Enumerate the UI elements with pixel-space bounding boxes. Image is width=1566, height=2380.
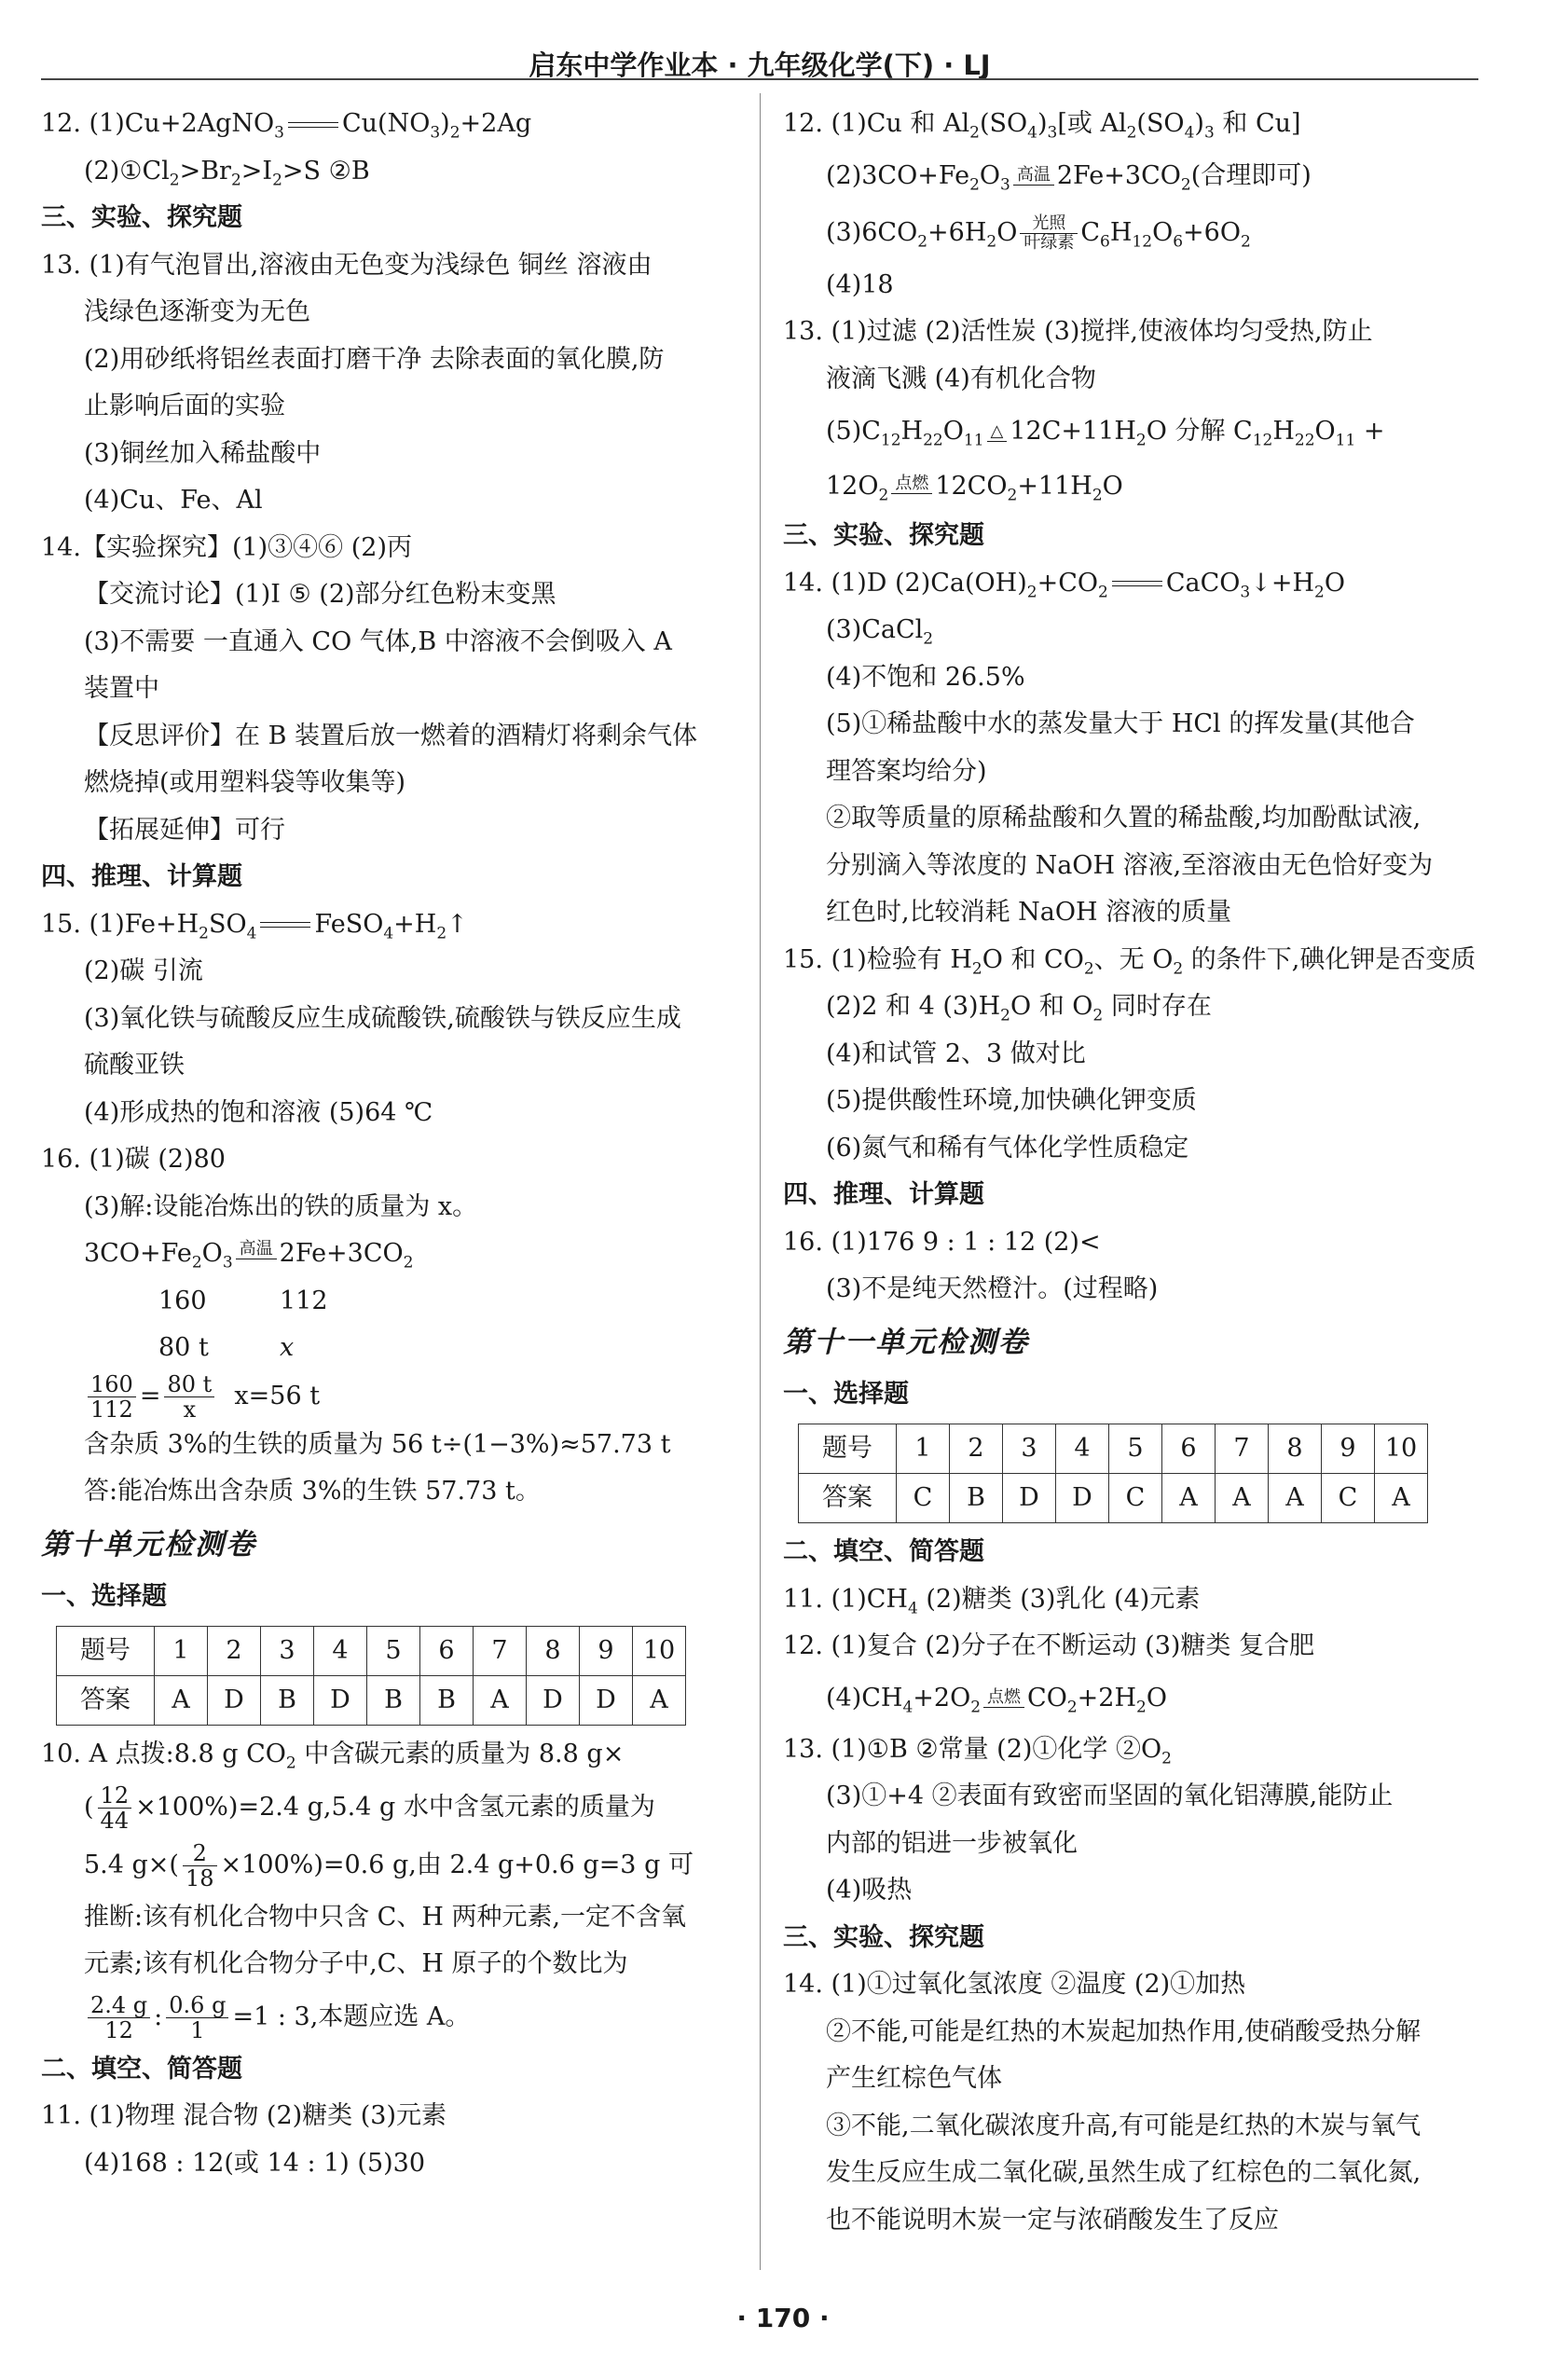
answer-16-line: 答:能冶炼出含杂质 3%的生铁 57.73 t。 [84,1477,541,1506]
table-cell: 3 [261,1627,314,1676]
answer-16-line: 含杂质 3%的生铁的质量为 56 t÷(1−3%)≈57.73 t [84,1429,671,1459]
answer-15-line: 硫酸亚铁 [84,1051,185,1080]
answer-table [798,1424,1428,1523]
answer-14-line: (4)不饱和 26.5% [826,662,1025,692]
answer-15-line: (4)和试管 2、3 做对比 [826,1039,1086,1068]
equation-line: $3CO+Fe_2O_3$ 高温 $2Fe+3CO_2$ [41,1231,749,1278]
unit-title: 第十单元检测卷 [41,1527,256,1561]
table-cell: 4 [1056,1424,1109,1474]
answer-14-line: (3)不需要 一直通入 CO 气体,B 中溶液不会倒吸入 A [84,626,672,656]
table-cell: 6 [420,1627,474,1676]
equation-line: $(4)CH_4+2O_2$ 点燃 $CO_2+2H_2O$ [783,1671,1484,1727]
answer-13-line: 浅绿色逐渐变为无色 [84,297,310,326]
answer-12-line: (4)18 [826,269,894,299]
table-row [799,1424,1428,1474]
answer-14-line: (3)CaCl$_2$ [826,615,934,649]
answer-13-line: 内部的铝进一步被氧化 [826,1828,1078,1858]
answer-14-line: 也不能说明木炭一定与浓硝酸发生了反应 [826,2205,1279,2235]
table-row [57,1627,686,1676]
table-cell: A [633,1676,686,1726]
answer-12-line-2: $(2)①Cl_2>Br_2>I_2>S$ ②B [84,156,370,189]
section-heading: 三、实验、探究题 [783,1922,984,1952]
page-header: 启东中学作业本 · 九年级化学(下) · LJ [529,49,991,81]
left-column [41,101,749,2187]
answer-14-line: 14.【实验探究】(1)③④⑥ (2)丙 [41,532,413,562]
table-cell: B [950,1474,1003,1523]
section-heading: 一、选择题 [41,1581,167,1611]
table-cell: B [420,1676,474,1726]
section-heading: 二、填空、简答题 [41,2054,242,2084]
answer-10-line: ( $\frac{12}{44}$ ×100%)=2.4 g,5.4 g 水中含氢元素的质量为 [84,1782,655,1834]
answer-15-line: 15. $(1)Fe+H_2SO_4$ $FeSO_4+H_2↑$ [41,909,468,942]
answer-14-line: 发生反应生成二氧化碳,虽然生成了红棕色的二氧化氮, [826,2158,1422,2187]
table-cell: D [1056,1474,1109,1523]
reaction-condition: 高温 [1013,166,1054,204]
equation-line: $(3)6CO_2+6H_2O$ 光照 叶绿素 $C_6H_{12}O_6+6O_2$ [826,213,1251,253]
answer-11-line: (4)168 : 12(或 14 : 1) (5)30 [84,2148,426,2178]
table-cell: 1 [155,1627,208,1676]
answer-16-line: (3)解:设能冶炼出的铁的质量为 x。 [84,1191,478,1221]
answer-10-line: 5.4 g×( $\frac{2}{18}$ ×100%)=0.6 g,由 2.4 g+0.6 g=3 g 可 [84,1839,694,1892]
table-cell: 7 [1216,1424,1269,1474]
table-cell: 2 [950,1424,1003,1474]
table-cell: 1 [897,1424,950,1474]
answer-16-line: (3)不是纯天然橙汁。(过程略) [826,1274,1159,1303]
answer-10-line: 10. A 点拨:8.8 g $CO_2$ 中含碳元素的质量为 8.8 g× [41,1740,625,1773]
equation-line: $12O_2$ 点燃 $12CO_2+11H_2O$ [783,461,1484,513]
answer-14-line: 【反思评价】在 B 装置后放一燃着的酒精灯将剩余气体 [84,721,698,750]
answer-13-line: (3)铜丝加入稀盐酸中 [84,438,322,468]
answer-14-line: ②取等质量的原稀盐酸和久置的稀盐酸,均加酚酞试液, [826,804,1422,832]
reaction-condition: 高温 [236,1240,277,1278]
equation-line: $(2)3CO+Fe_2O_3$ 高温 $2Fe+3CO_2$(合理即可) [783,148,1484,204]
table-cell: D [314,1676,367,1726]
section-heading: 一、选择题 [783,1379,909,1409]
table-cell: A [1269,1474,1322,1523]
reaction-condition: 光照 叶绿素 [1020,214,1078,253]
answer-13-line: (4)Cu、Fe、Al [84,486,263,515]
table-header: 题号 [57,1627,155,1676]
answer-10-line: 元素;该有机化合物分子中,C、H 原子的个数比为 [84,1949,628,1978]
table-header: 答案 [57,1676,155,1726]
unit-title: 第十一单元检测卷 [783,1325,1029,1359]
answer-13-line: (4)吸热 [826,1876,913,1905]
answer-16-line: 16. (1)176 9 : 1 : 12 (2)< [783,1227,1101,1257]
table-cell: C [1322,1474,1375,1523]
answer-13-line: 13. (1)有气泡冒出,溶液由无色变为浅绿色 铜丝 溶液由 [41,250,652,280]
answer-10-line: 推断:该有机化合物中只含 C、H 两种元素,一定不含氧 [84,1902,687,1932]
table-cell: A [1375,1474,1428,1523]
answer-14-line: 分别滴入等浓度的 NaOH 溶液,至溶液由无色恰好变为 [826,850,1434,880]
answer-14-line: 【拓展延伸】可行 [84,815,285,845]
table-cell: D [527,1676,580,1726]
page-number: · 170 · [736,2303,830,2333]
table-cell: 8 [527,1627,580,1676]
answer-14-line: 装置中 [84,674,159,703]
table-cell: A [1216,1474,1269,1523]
answer-16-line: 16. (1)碳 (2)80 [41,1145,226,1174]
table-cell: B [261,1676,314,1726]
table-cell: 9 [1322,1424,1375,1474]
table-cell: 6 [1162,1424,1216,1474]
answer-14-line: 红色时,比较消耗 NaOH 溶液的质量 [826,898,1232,927]
answer-11-line: 11. $(1)CH_4$ (2)糖类 (3)乳化 (4)元素 [783,1584,1201,1617]
answer-14-line: 产生红棕色气体 [826,2064,1002,2093]
table-cell: A [1162,1474,1216,1523]
table-cell: 8 [1269,1424,1322,1474]
equation-line: $(5)C_{12}H_{22}O_{11}$ △ $12C+11H_2O$ 分解 $C_{12}H_{22}O_{11}$ + [783,403,1484,461]
section-heading: 二、填空、简答题 [783,1537,984,1566]
table-cell: 5 [1109,1424,1162,1474]
answer-13-line: (2)用砂纸将铝丝表面打磨干净 去除表面的氧化膜,防 [84,344,665,374]
answer-12-line: 12. (1)复合 (2)分子在不断运动 (3)糖类 复合肥 [783,1631,1315,1660]
answer-14-line: 【交流讨论】(1)Ⅰ ⑤ (2)部分红色粉末变黑 [84,580,556,609]
table-cell: 7 [474,1627,527,1676]
table-header: 题号 [799,1424,897,1474]
table-cell: 9 [580,1627,633,1676]
table-cell: A [474,1676,527,1726]
answer-15-line: (3)氧化铁与硫酸反应生成硫酸铁,硫酸铁与铁反应生成 [84,1003,681,1033]
answer-13-line: 13. (1)过滤 (2)活性炭 (3)搅拌,使液体均匀受热,防止 [783,317,1373,346]
answer-14-line: (5)①稀盐酸中水的蒸发量大于 HCl 的挥发量(其他合 [826,709,1415,738]
table-cell: 3 [1003,1424,1056,1474]
answer-12-line: 12. (1)Cu 和 $Al_2(SO_4)_3$[或 $Al_2(SO_4)_3$ 和 Cu] [783,109,1301,143]
answer-15-line: (5)提供酸性环境,加快碘化钾变质 [826,1086,1197,1115]
answer-13-line: 13. (1)①B ②常量 (2)①化学 $②O_2$ [783,1734,1172,1768]
table-cell: C [1109,1474,1162,1523]
table-cell: 10 [1375,1424,1428,1474]
answer-15-line: (2)碳 引流 [84,956,203,985]
table-cell: 10 [633,1627,686,1676]
table-cell: D [1003,1474,1056,1523]
table-cell: B [367,1676,420,1726]
header-rule [41,78,1478,80]
reaction-condition: 点燃 [983,1688,1024,1727]
table-header: 答案 [799,1474,897,1523]
mass-ratio-line: 160 112 [158,1286,328,1315]
answer-13-line: 液滴飞溅 (4)有机化合物 [826,364,1096,393]
answer-13-line: 止影响后面的实验 [84,392,285,420]
mass-ratio-line: 80 t x [158,1333,295,1362]
answer-14-line: 14. (1)①过氧化氢浓度 ②温度 (2)①加热 [783,1970,1246,1999]
section-heading: 三、实验、探究题 [783,521,984,550]
answer-15-line: (2)2 和 4 $(3)H_2O$ 和 $O_2$ 同时存在 [826,992,1212,1025]
table-cell: D [208,1676,261,1726]
answer-14-line: 14. (1)D $(2)Ca(OH)_2+CO_2$ $CaCO_3↓+H_2O$ [783,568,1345,601]
answer-14-line: 燃烧掉(或用塑料袋等收集等) [84,768,406,797]
right-column [783,101,1484,2244]
table-cell: 4 [314,1627,367,1676]
proportion-line: $\frac{160}{112}$ = $\frac{80 t}{x}$ x=56 t [41,1372,749,1422]
column-divider [760,93,761,2270]
table-cell: C [897,1474,950,1523]
reaction-condition: 点燃 [891,475,932,513]
answer-11-line: 11. (1)物理 混合物 (2)糖类 (3)元素 [41,2101,447,2130]
table-cell: A [155,1676,208,1726]
table-cell: 2 [208,1627,261,1676]
answer-14-line: ②不能,可能是红热的木炭起加热作用,使硝酸受热分解 [826,2016,1422,2046]
answer-13-line: (3)①+4 ②表面有致密而坚固的氧化铝薄膜,能防止 [826,1782,1394,1810]
answer-10-line: $\frac{2.4 g}{12}$ : $\frac{0.6 g}{1}$ =1 : 3,本题应选 A。 [41,1988,749,2046]
answer-14-line: ③不能,二氧化碳浓度升高,有可能是红热的木炭与氧气 [826,2111,1422,2140]
section-heading: 四、推理、计算题 [783,1180,984,1209]
table-row [799,1474,1428,1523]
section-heading: 四、推理、计算题 [41,862,242,891]
section-heading: 三、实验、探究题 [41,203,242,232]
answer-12-line-1: 12. (1)Cu+2AgNO$_3$ $Cu(NO_3)_2+2Ag$ [41,109,532,143]
answer-15-line: (4)形成热的饱和溶液 (5)64 ℃ [84,1097,433,1127]
table-cell: 5 [367,1627,420,1676]
answer-15-line: (6)氮气和稀有气体化学性质稳定 [826,1133,1189,1162]
answer-table [56,1626,686,1726]
answer-14-line: 理答案均给分) [826,756,987,786]
reaction-condition: △ [987,422,1008,461]
answer-15-line: 15. (1)检验有 $H_2O$ 和 $CO_2$、无 $O_2$ 的条件下,碘化钾是否变质 [783,944,1477,978]
table-cell: D [580,1676,633,1726]
table-row [57,1676,686,1726]
